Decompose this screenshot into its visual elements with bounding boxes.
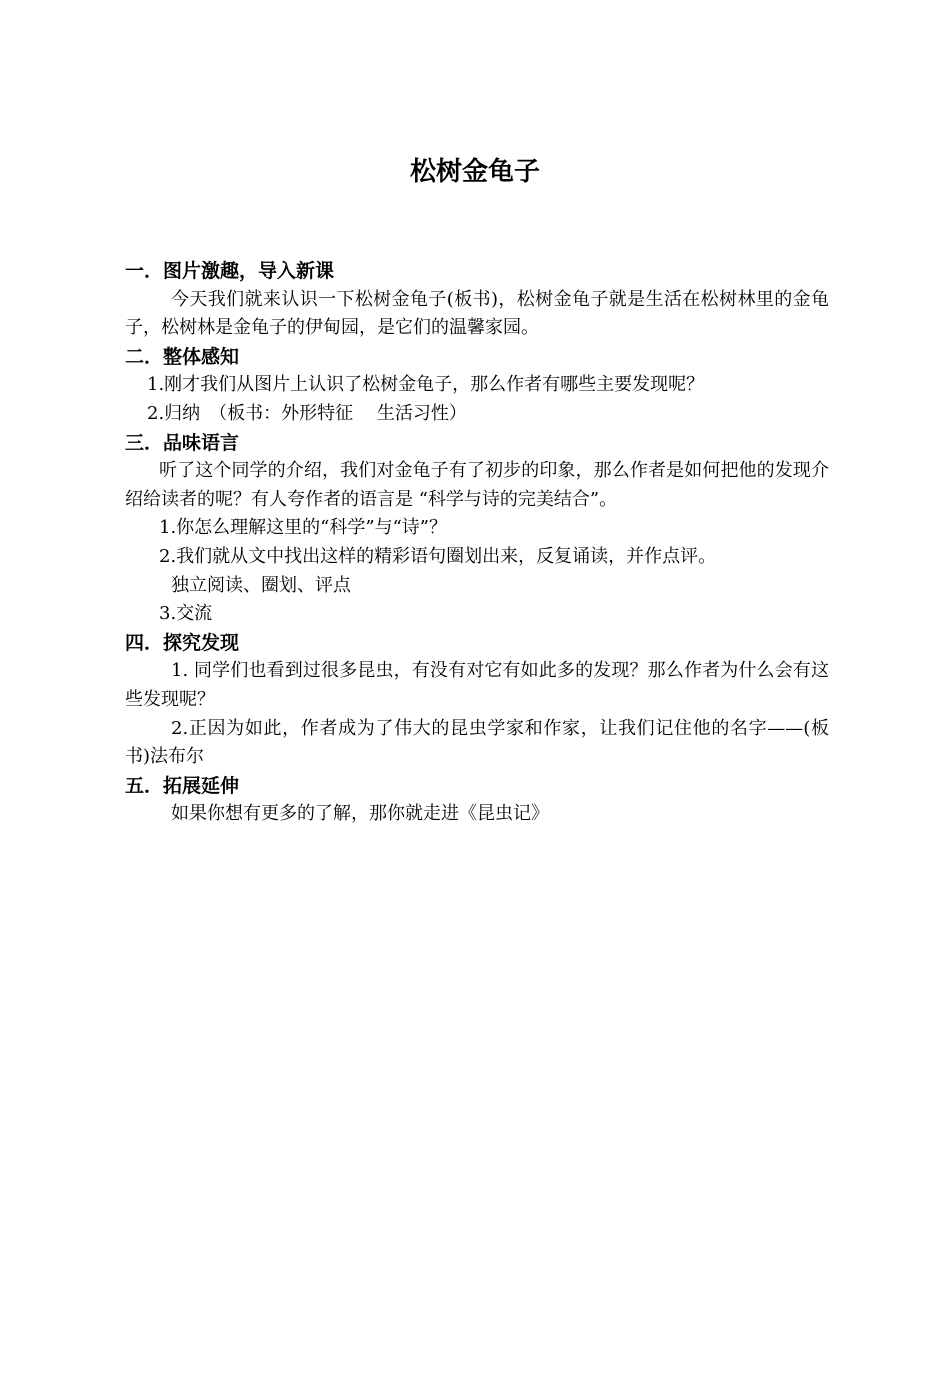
section-heading-3: 三．品味语言 [125, 431, 240, 454]
section-heading-1: 一．图片激趣，导入新课 [125, 260, 335, 282]
paragraph-explore-1: 1. 同学们也看到过很多昆虫，有没有对它有如此多的发现？那么作者为什么会有这些发现呢？ [125, 660, 829, 710]
section-heading-2: 二．整体感知 [125, 345, 240, 368]
document-body [125, 257, 829, 829]
document-title: 松树金龟子 [409, 157, 540, 187]
paragraph-explore-2: 2.正因为如此，作者成为了伟大的昆虫学家和作家，让我们记住他的名字——(板书)法布尔 [125, 717, 829, 768]
list-item: 1.你怎么理解这里的“科学”与“诗”？ [159, 517, 447, 539]
list-item: 2.归纳 （板书：外形特征 生活习性） [147, 402, 467, 424]
list-item: 2.我们就从文中找出这样的精彩语句圈划出来，反复诵读，并作点评。 [159, 545, 717, 567]
list-item: 3.交流 [159, 603, 213, 625]
list-item: 1.刚才我们从图片上认识了松树金龟子，那么作者有哪些主要发现呢？ [147, 374, 705, 396]
list-item: 独立阅读、圈划、评点 [171, 574, 351, 596]
paragraph-extend: 如果你想有更多的了解，那你就走进《昆虫记》 [171, 803, 549, 825]
paragraph-language: 听了这个同学的介绍，我们对金龟子有了初步的印象，那么作者是如何把他的发现介绍给读者的呢？有人夸作者的语言是 “科学与诗的完美结合”。 [125, 460, 829, 510]
paragraph-intro: 今天我们就来认识一下松树金龟子(板书)，松树金龟子就是生活在松树林里的金龟子，松树林是金龟子的伊甸园，是它们的温馨家园。 [125, 288, 829, 339]
section-heading-5: 五．拓展延伸 [125, 774, 240, 797]
section-heading-4: 四．探究发现 [125, 631, 240, 654]
